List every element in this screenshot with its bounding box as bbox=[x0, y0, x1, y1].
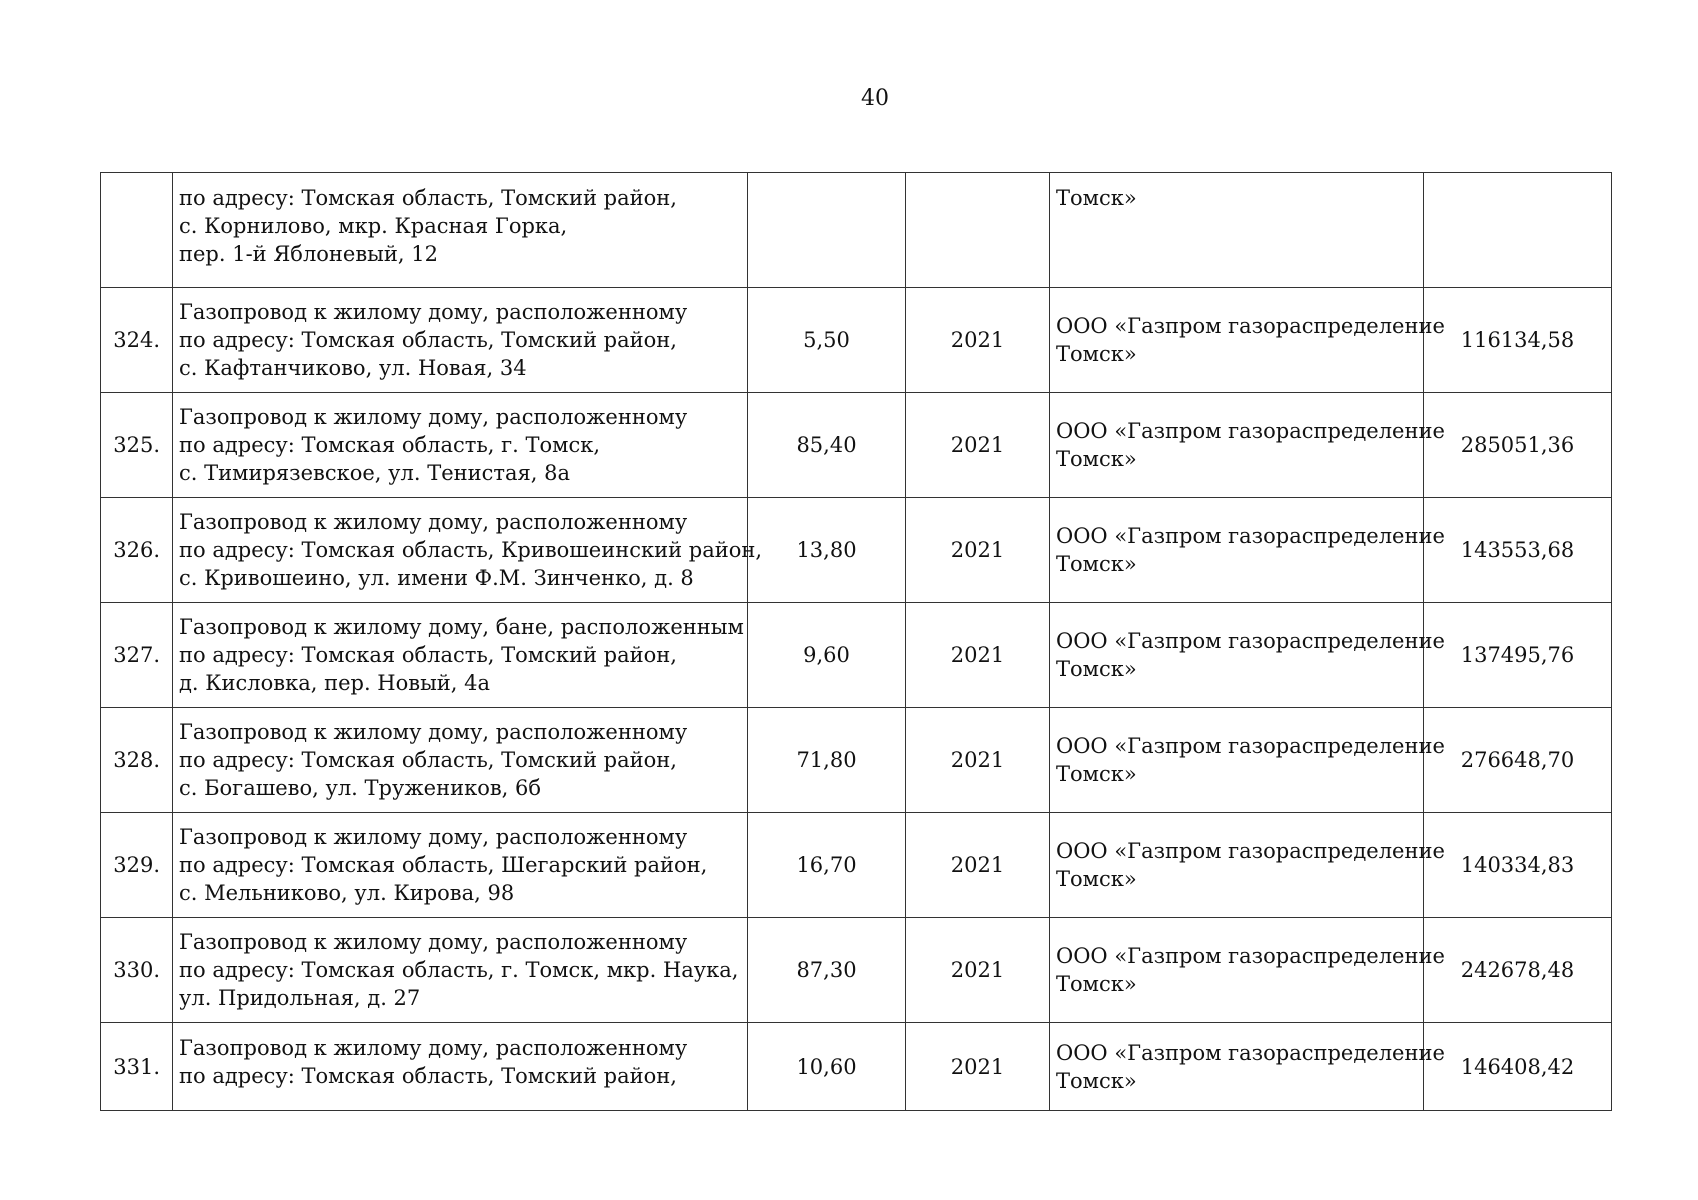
commission-year: 2021 bbox=[906, 393, 1050, 498]
table-row bbox=[101, 173, 1612, 288]
pipeline-length: 10,60 bbox=[748, 1023, 906, 1111]
gas-pipeline-table bbox=[100, 172, 1612, 1111]
object-name-line: с. Богашево, ул. Тружеников, 6б bbox=[179, 776, 542, 800]
object-name-line: Газопровод к жилому дому, расположенному bbox=[179, 510, 688, 534]
organization-line: ООО «Газпром газораспределение bbox=[1056, 1040, 1445, 1065]
organization-line: Томск» bbox=[1056, 447, 1137, 471]
object-name-line: Газопровод к жилому дому, расположенному bbox=[179, 1036, 688, 1060]
organization bbox=[1050, 708, 1445, 813]
cost-value: 116134,58 bbox=[1424, 288, 1612, 393]
organization-line: Томск» bbox=[1056, 1068, 1137, 1093]
commission-year: 2021 bbox=[906, 1023, 1050, 1111]
pipeline-length: 9,60 bbox=[748, 603, 906, 708]
row-number: 324. bbox=[101, 288, 173, 393]
organization-line: Томск» bbox=[1056, 552, 1137, 576]
organization-line: ООО «Газпром газораспределение bbox=[1056, 419, 1445, 443]
object-name-line: с. Кривошеино, ул. имени Ф.М. Зинченко, д. 8 bbox=[179, 566, 694, 590]
row-number: 327. bbox=[101, 603, 173, 708]
pipeline-length: 87,30 bbox=[748, 918, 906, 1023]
pipeline-length: 71,80 bbox=[748, 708, 906, 813]
row-number: 329. bbox=[101, 813, 173, 918]
row-number: 331. bbox=[101, 1023, 173, 1111]
object-name-line: Газопровод к жилому дому, расположенному bbox=[179, 930, 688, 954]
row-number: 325. bbox=[101, 393, 173, 498]
object-name-line: д. Кисловка, пер. Новый, 4а bbox=[179, 671, 491, 695]
object-name-line: с. Кафтанчиково, ул. Новая, 34 bbox=[179, 356, 527, 380]
object-name-line: пер. 1-й Яблоневый, 12 bbox=[179, 242, 438, 266]
cost-value: 285051,36 bbox=[1424, 393, 1612, 498]
object-name-line: Газопровод к жилому дому, расположенному bbox=[179, 300, 688, 324]
commission-year: 2021 bbox=[906, 603, 1050, 708]
row-number bbox=[101, 173, 173, 288]
object-name bbox=[173, 603, 748, 708]
table-row bbox=[101, 918, 1612, 1023]
commission-year: 2021 bbox=[906, 918, 1050, 1023]
object-name-line: по адресу: Томская область, г. Томск, bbox=[179, 433, 601, 457]
object-name-line: по адресу: Томская область, Томский район, bbox=[179, 328, 677, 352]
object-name-line: по адресу: Томская область, Томский район, bbox=[179, 186, 677, 210]
object-name-line: по адресу: Томская область, г. Томск, мкр. Наука, bbox=[179, 958, 739, 982]
organization-line: Томск» bbox=[1056, 657, 1137, 681]
object-name bbox=[173, 813, 748, 918]
object-name-line: с. Тимирязевское, ул. Тенистая, 8а bbox=[179, 461, 571, 485]
cost-value: 140334,83 bbox=[1424, 813, 1612, 918]
organization-line: ООО «Газпром газораспределение bbox=[1056, 734, 1445, 758]
organization bbox=[1050, 288, 1445, 393]
commission-year bbox=[906, 173, 1050, 288]
organization-line: ООО «Газпром газораспределение bbox=[1056, 524, 1445, 548]
pipeline-length: 16,70 bbox=[748, 813, 906, 918]
cost-value: 146408,42 bbox=[1424, 1023, 1612, 1111]
pipeline-length bbox=[748, 173, 906, 288]
cost-value bbox=[1424, 173, 1612, 288]
organization bbox=[1050, 498, 1445, 603]
object-name-line: Газопровод к жилому дому, бане, расположенным bbox=[179, 615, 744, 639]
organization-line: Томск» bbox=[1056, 867, 1137, 891]
object-name bbox=[173, 498, 763, 603]
pipeline-length: 13,80 bbox=[748, 498, 906, 603]
organization bbox=[1050, 173, 1424, 288]
object-name-line: по адресу: Томская область, Кривошеинский район, bbox=[179, 538, 763, 562]
row-number: 330. bbox=[101, 918, 173, 1023]
table-row bbox=[101, 498, 1612, 603]
organization-line: ООО «Газпром газораспределение bbox=[1056, 839, 1445, 863]
table-row bbox=[101, 813, 1612, 918]
row-number: 326. bbox=[101, 498, 173, 603]
page-number: 40 bbox=[861, 86, 889, 111]
organization-line: ООО «Газпром газораспределение bbox=[1056, 314, 1445, 338]
organization bbox=[1050, 603, 1445, 708]
object-name-line: с. Мельниково, ул. Кирова, 98 bbox=[179, 881, 515, 905]
object-name-line: Газопровод к жилому дому, расположенному bbox=[179, 720, 688, 744]
commission-year: 2021 bbox=[906, 498, 1050, 603]
object-name bbox=[173, 918, 748, 1023]
table-row bbox=[101, 708, 1612, 813]
pipeline-length: 5,50 bbox=[748, 288, 906, 393]
table-row bbox=[101, 288, 1612, 393]
commission-year: 2021 bbox=[906, 813, 1050, 918]
object-name-line: Газопровод к жилому дому, расположенному bbox=[179, 405, 688, 429]
object-name bbox=[173, 173, 748, 288]
commission-year: 2021 bbox=[906, 708, 1050, 813]
table-row bbox=[101, 393, 1612, 498]
object-name-line: по адресу: Томская область, Томский район, bbox=[179, 748, 677, 772]
object-name-line: ул. Придольная, д. 27 bbox=[179, 986, 421, 1010]
cost-value: 276648,70 bbox=[1424, 708, 1612, 813]
row-number: 328. bbox=[101, 708, 173, 813]
object-name bbox=[173, 288, 748, 393]
commission-year: 2021 bbox=[906, 288, 1050, 393]
organization-line: Томск» bbox=[1056, 762, 1137, 786]
object-name-line: по адресу: Томская область, Шегарский район, bbox=[179, 853, 708, 877]
object-name-line: с. Корнилово, мкр. Красная Горка, bbox=[179, 214, 568, 238]
organization bbox=[1050, 918, 1445, 1023]
object-name bbox=[173, 708, 748, 813]
object-name bbox=[173, 393, 748, 498]
cost-value: 242678,48 bbox=[1424, 918, 1612, 1023]
organization-line: Томск» bbox=[1056, 972, 1137, 996]
table-row bbox=[101, 603, 1612, 708]
organization bbox=[1050, 393, 1445, 498]
object-name-line: по адресу: Томская область, Томский район, bbox=[179, 1064, 677, 1088]
cost-value: 137495,76 bbox=[1424, 603, 1612, 708]
table-row bbox=[101, 1023, 1612, 1111]
organization bbox=[1050, 1023, 1445, 1111]
object-name-line: по адресу: Томская область, Томский район, bbox=[179, 643, 677, 667]
organization-line: Томск» bbox=[1056, 186, 1137, 210]
organization-line: ООО «Газпром газораспределение bbox=[1056, 629, 1445, 653]
object-name bbox=[173, 1023, 748, 1111]
object-name-line: Газопровод к жилому дому, расположенному bbox=[179, 825, 688, 849]
organization bbox=[1050, 813, 1445, 918]
pipeline-length: 85,40 bbox=[748, 393, 906, 498]
organization-line: ООО «Газпром газораспределение bbox=[1056, 944, 1445, 968]
organization-line: Томск» bbox=[1056, 342, 1137, 366]
cost-value: 143553,68 bbox=[1424, 498, 1612, 603]
